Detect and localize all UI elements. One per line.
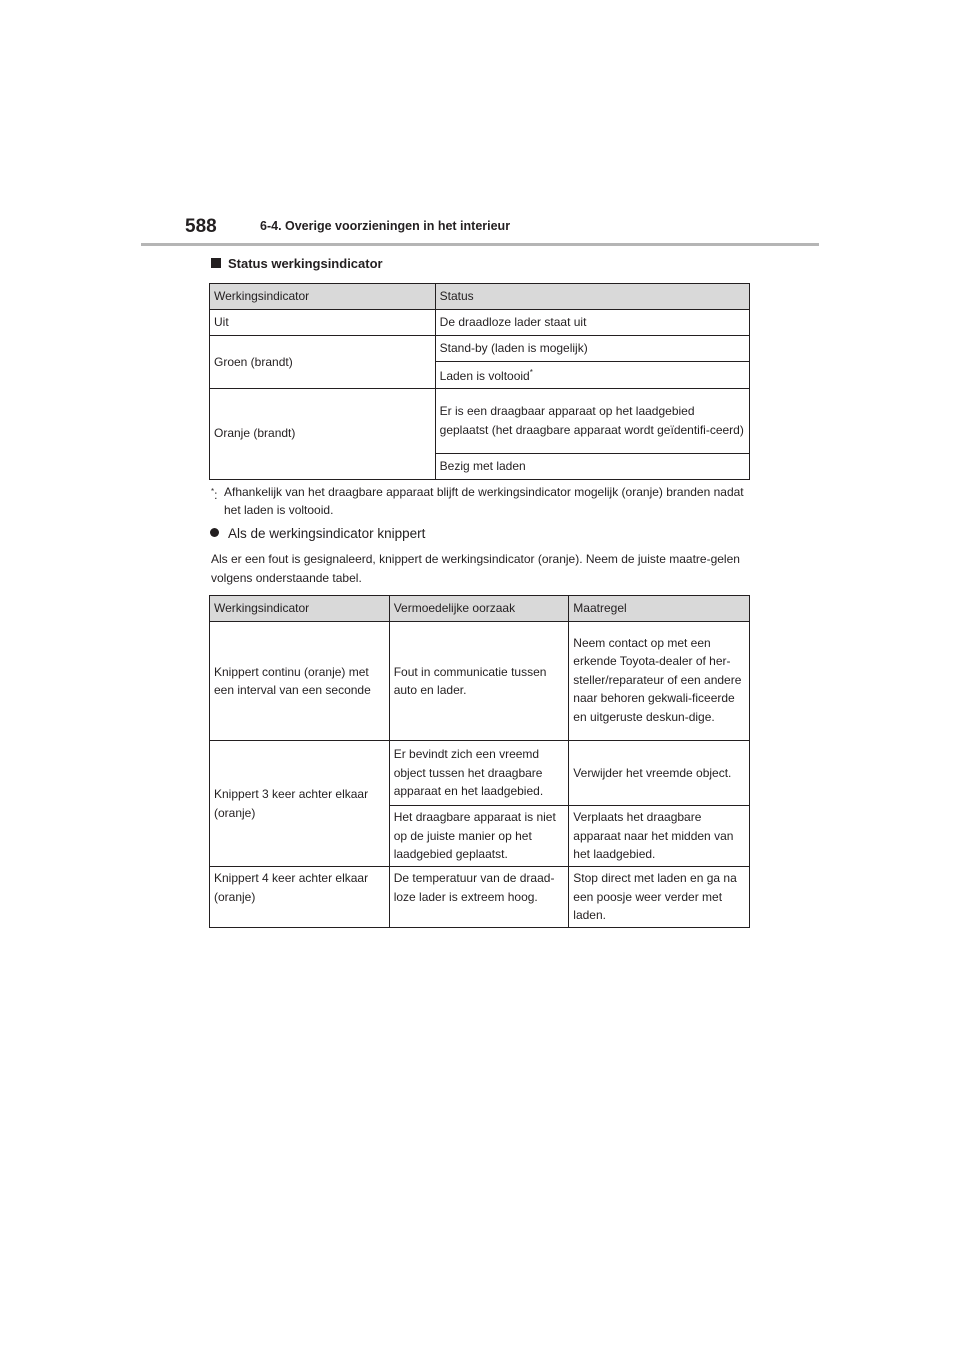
section-title: 6-4. Overige voorzieningen in het interieur — [260, 219, 511, 233]
status-table — [209, 283, 750, 480]
action-cell: Stop direct met laden en ga na een poosje weer verder met laden. — [569, 867, 750, 928]
indicator-cell: Uit — [210, 310, 436, 336]
footnote — [211, 483, 756, 519]
table-row — [210, 867, 750, 928]
column-header: Werkingsindicator — [210, 596, 390, 622]
footnote-reference: * — [529, 368, 533, 377]
table-header-row — [210, 596, 750, 622]
cause-cell: Het draagbare apparaat is niet op de juiste manier op het laadgebied geplaatst. — [389, 806, 569, 867]
action-cell: Verplaats het draagbare apparaat naar het midden van het laadgebied. — [569, 806, 750, 867]
blink-heading-text: Als de werkingsindicator knippert — [228, 526, 426, 541]
round-bullet-icon — [210, 528, 219, 537]
table-row — [210, 310, 750, 336]
status-cell: Stand-by (laden is mogelijk) — [435, 336, 749, 362]
action-cell: Verwijder het vreemde object. — [569, 741, 750, 806]
cause-cell: Fout in communicatie tussen auto en lader. — [389, 622, 569, 741]
blink-paragraph: Als er een fout is gesignaleerd, knippert de werkingsindicator (oranje). Neem de juiste maatre-gelen volgens onderstaande tabel. — [211, 552, 740, 585]
status-cell: De draadloze lader staat uit — [435, 310, 749, 336]
table-row — [210, 388, 750, 453]
footnote-mark — [211, 483, 224, 504]
status-heading-text: Status werkingsindicator — [228, 256, 383, 271]
indicator-cell: Knippert 4 keer achter elkaar (oranje) — [210, 867, 390, 928]
column-header: Werkingsindicator — [210, 284, 436, 310]
column-header: Status — [435, 284, 749, 310]
column-header: Vermoedelijke oorzaak — [389, 596, 569, 622]
indicator-cell: Oranje (brandt) — [210, 388, 436, 479]
status-heading — [211, 256, 383, 271]
footnote-text: Afhankelijk van het draagbare apparaat blijft de werkingsindicator mogelijk (oranje) branden nadat het laden is voltooid. — [224, 485, 744, 517]
status-cell: Bezig met laden — [435, 453, 749, 479]
footnote-colon: : — [214, 488, 218, 502]
indicator-cell: Groen (brandt) — [210, 336, 436, 389]
square-bullet-icon — [211, 258, 221, 268]
indicator-cell: Knippert continu (oranje) met een interval van een seconde — [210, 622, 390, 741]
header-divider — [141, 243, 819, 246]
status-cell — [435, 362, 749, 389]
status-text: Laden is voltooid — [439, 369, 530, 383]
blink-heading — [210, 526, 425, 541]
indicator-cell: Knippert 3 keer achter elkaar (oranje) — [210, 741, 390, 867]
status-cell: Er is een draagbaar apparaat op het laadgebied geplaatst (het draagbare apparaat wordt geïdentifi-ceerd) — [435, 388, 749, 453]
blink-table — [209, 595, 750, 928]
footnote-asterisk: * — [211, 487, 215, 496]
cause-cell: De temperatuur van de draad-loze lader is extreem hoog. — [389, 867, 569, 928]
column-header: Maatregel — [569, 596, 750, 622]
action-cell: Neem contact op met een erkende Toyota-dealer of her-steller/reparateur of een andere naar behoren gekwali-ficeerde en uitgeruste deskun-dige. — [569, 622, 750, 741]
table-row — [210, 622, 750, 741]
table-row — [210, 741, 750, 806]
table-row — [210, 336, 750, 362]
table-header-row — [210, 284, 750, 310]
page-number: 588 — [185, 216, 217, 237]
cause-cell: Er bevindt zich een vreemd object tussen het draagbare apparaat en het laadgebied. — [389, 741, 569, 806]
